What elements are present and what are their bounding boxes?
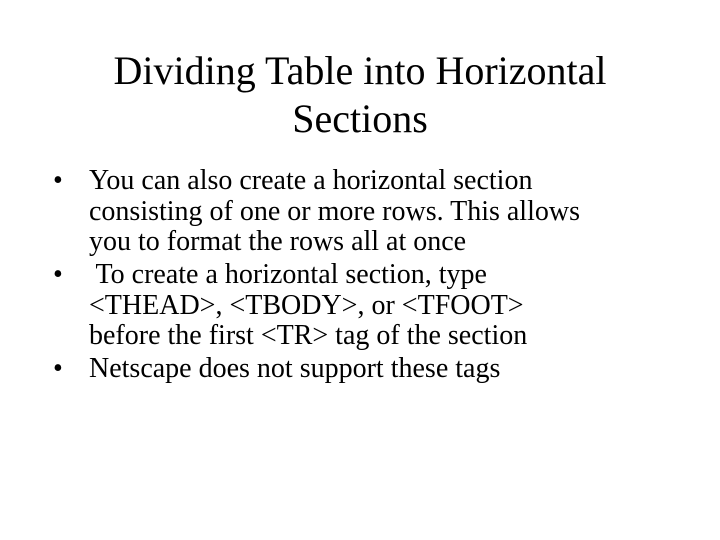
bullet-text-line: To create a horizontal section, type [89, 259, 487, 290]
bullet-text-line: you to format the rows all at once [89, 226, 467, 257]
bullet-text-line: before the first <TR> tag of the section [89, 320, 528, 351]
bullet-dot-icon: • [53, 353, 63, 384]
slide-title [40, 47, 680, 143]
bullet-dot-icon: • [53, 165, 63, 196]
slide-title-line: Sections [292, 96, 428, 141]
bullet-list [53, 166, 693, 387]
bullet-dot-icon: • [53, 259, 63, 290]
bullet-text-line: You can also create a horizontal section [89, 165, 533, 196]
bullet-text-line: consisting of one or more rows. This allows [89, 195, 580, 227]
bullet-text-line: Netscape does not support these tags [89, 353, 501, 384]
bullet-text-line: <THEAD>, <TBODY>, or <TFOOT> [89, 289, 524, 321]
bullet-item [53, 354, 693, 385]
slide-title-line: Dividing Table into Horizontal [113, 48, 607, 93]
bullet-item [53, 166, 693, 258]
bullet-item [53, 260, 693, 352]
